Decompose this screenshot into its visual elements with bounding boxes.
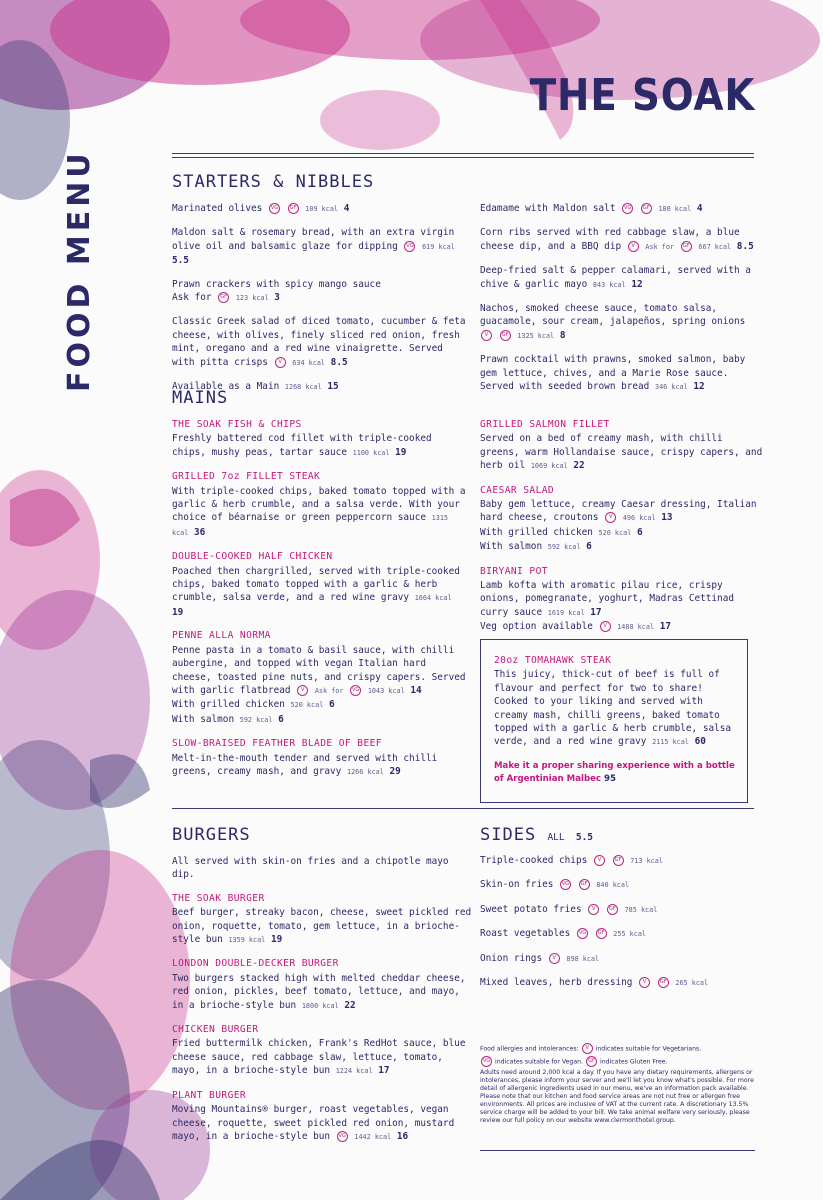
item-title: GRILLED SALMON FILLET xyxy=(480,419,610,430)
diet-gf-icon: GF xyxy=(218,292,229,303)
diet-v-icon: V xyxy=(549,953,560,964)
menu-item xyxy=(480,418,765,474)
item-title: PENNE ALLA NORMA xyxy=(172,630,271,642)
kcal-label: 713 kcal xyxy=(630,857,663,865)
extra-text: With grilled chicken xyxy=(480,526,593,538)
starters-right-column xyxy=(480,202,755,404)
diet-vg-icon: VG xyxy=(404,241,415,252)
menu-item xyxy=(172,737,467,779)
diet-v-icon: V xyxy=(639,977,650,988)
kcal-label: 1100 kcal xyxy=(352,448,390,457)
item-description: Corn ribs served with red cabbage slaw, a blue cheese dip, and a BBQ dip xyxy=(480,227,740,252)
diet-vg-icon: VG xyxy=(337,1131,348,1142)
menu-item xyxy=(172,315,467,370)
kcal-label: 520 kcal xyxy=(290,701,324,710)
vertical-title: FOOD MENU xyxy=(62,149,97,392)
price: 22 xyxy=(573,460,585,472)
item-description: Edamame with Maldon salt xyxy=(480,203,616,214)
menu-item xyxy=(172,418,467,460)
menu-item xyxy=(172,957,472,1013)
side-item xyxy=(480,976,755,990)
menu-item xyxy=(480,565,765,635)
kcal-label: 1442 kcal xyxy=(354,1132,392,1141)
ask-for-label: Ask for xyxy=(172,292,212,304)
extra-text: With grilled chicken xyxy=(172,699,285,711)
tomahawk-box xyxy=(480,639,748,803)
side-name: Roast vegetables xyxy=(480,928,571,940)
burgers-column xyxy=(172,855,472,1154)
item-text: Freshly battered cod fillet with triple-cooked chips, mushy peas, tartar sauce xyxy=(172,433,432,458)
kcal-label: 496 kcal xyxy=(622,514,656,523)
price: 36 xyxy=(194,526,206,538)
price: 15 xyxy=(327,381,339,393)
diet-vg-icon: VG xyxy=(560,879,571,890)
price: 17 xyxy=(378,1065,390,1077)
item-description: Prawn cocktail with prawns, smoked salmon, baby gem lettuce, chives, and a Marie Rose sauce. Served with seeded brown bread xyxy=(480,354,746,393)
menu-item xyxy=(480,264,755,292)
menu-item xyxy=(172,278,467,306)
price: 6 xyxy=(586,541,592,553)
item-text: Baby gem lettuce, creamy Caesar dressing, Italian hard cheese, croutons xyxy=(480,499,757,524)
item-description: Classic Greek salad of diced tomato, cucumber & feta cheese, with olives, finely sliced red onion, fresh mint, oregano and a red wine vinaigrette. Served with pitta crisps xyxy=(172,316,466,368)
brand-title: THE SOAK xyxy=(529,70,755,121)
menu-item xyxy=(480,226,755,254)
burgers-heading: BURGERS xyxy=(172,825,251,845)
kcal-label: 634 kcal xyxy=(292,358,326,367)
item-description: Maldon salt & rosemary bread, with an extra virgin olive oil and balsamic glaze for dipping xyxy=(172,227,455,252)
section-rule xyxy=(172,808,754,809)
diet-gf-icon: GF xyxy=(596,928,607,939)
mains-right-column xyxy=(480,418,765,645)
side-item xyxy=(480,952,755,966)
extra-text: With salmon xyxy=(480,541,543,553)
price: 12 xyxy=(631,278,643,290)
diet-gf-icon: GF xyxy=(641,203,652,214)
item-description xyxy=(172,1037,472,1078)
kcal-label: 1268 kcal xyxy=(284,383,322,392)
price: 22 xyxy=(344,999,356,1011)
item-description xyxy=(172,906,472,947)
item-text: Melt-in-the-mouth tender and served with chilli greens, creamy mash, and gravy xyxy=(172,752,438,777)
kcal-label: 898 kcal xyxy=(566,954,600,963)
price: 19 xyxy=(395,446,407,458)
item-title: SLOW-BRAISED FEATHER BLADE OF BEEF xyxy=(172,738,382,750)
kcal-label: 346 kcal xyxy=(654,383,688,392)
diet-gf-icon: GF xyxy=(613,855,624,866)
side-name: Mixed leaves, herb dressing xyxy=(480,977,633,989)
item-description: Marinated olives xyxy=(172,203,263,214)
menu-item xyxy=(480,353,755,394)
legal-text: Adults need around 2,000 kcal a day. If you have any dietary requirements, allergens or intolerances, please inform your server and we'll let you know what's possible. For more detail of allergenic ingredients used in our menu, we've an information pack available. Please note that our kitchen and food service areas are not nut free or allergen free environments. All prices are inclusive of VAT at the current rate. A discretionary 13.5% service charge will be added to your bill. We take animal welfare very seriously, please review our full policy on our website www.clermonthotel.group. xyxy=(480,1069,754,1124)
item-description xyxy=(480,579,765,620)
side-item xyxy=(480,878,755,892)
diet-gf-icon: GF xyxy=(658,977,669,988)
side-name: Onion rings xyxy=(480,952,543,964)
price: 29 xyxy=(389,765,401,777)
diet-gf-icon: GF xyxy=(681,241,692,252)
side-item xyxy=(480,903,755,917)
menu-item xyxy=(172,892,472,948)
price: 19 xyxy=(172,606,184,618)
item-title: PLANT BURGER xyxy=(172,1089,247,1101)
kcal-label: 840 kcal xyxy=(596,881,630,890)
item-text: Two burgers stacked high with melted cheddar cheese, red onion, pickles, beef tomato, lettuce, and mayo, in a brioche-style bun xyxy=(172,972,466,1011)
price: 8.5 xyxy=(736,240,754,252)
kcal-label: 123 kcal xyxy=(235,294,269,303)
item-description xyxy=(172,644,467,699)
item-description xyxy=(172,432,467,460)
price: 17 xyxy=(659,621,671,633)
item-extra xyxy=(172,713,467,727)
price: 6 xyxy=(328,699,335,711)
price: 14 xyxy=(410,684,422,696)
item-title: CHICKEN BURGER xyxy=(172,1024,259,1036)
price: 16 xyxy=(396,1130,409,1142)
kcal-label: 592 kcal xyxy=(239,715,273,724)
price: 5.5 xyxy=(172,255,189,267)
item-text: Fried buttermilk chicken, Frank's RedHot sauce, blue cheese sauce, red cabbage slaw, lettuce, tomato, mayo, in a brioche-style bun xyxy=(172,1038,466,1077)
price: 3 xyxy=(274,292,280,304)
diet-v-icon: V xyxy=(628,241,639,252)
diet-gf-icon: GF xyxy=(579,879,590,890)
kcal-label: 785 kcal xyxy=(624,905,658,914)
tomahawk-title: 20oz TOMAHAWK STEAK xyxy=(494,655,612,666)
kcal-label: 180 kcal xyxy=(658,205,692,213)
allergy-line-1: Food allergies and intolerances: V indicates suitable for Vegetarians. xyxy=(480,1045,702,1053)
diet-v-icon: V xyxy=(481,330,492,341)
diet-vg-icon: VG xyxy=(350,685,361,696)
burgers-intro: All served with skin-on fries and a chipotle mayo dip. xyxy=(172,856,449,881)
diet-v-icon: V xyxy=(594,855,605,866)
diet-v-icon: V xyxy=(605,512,616,523)
item-description: Nachos, smoked cheese sauce, tomato salsa, guacamole, sour cream, jalapeños, spring onions xyxy=(480,303,746,328)
ask-for-label: Ask for xyxy=(314,686,344,695)
menu-item xyxy=(172,550,467,619)
menu-item xyxy=(172,202,467,216)
item-description: Deep-fried salt & pepper calamari, served with a chive & garlic mayo xyxy=(480,265,751,290)
kcal-label: 619 kcal xyxy=(422,242,455,251)
menu-item xyxy=(480,302,755,343)
starters-left-column xyxy=(172,202,467,404)
side-item xyxy=(480,854,755,868)
item-extra xyxy=(480,620,765,634)
item-text: Served on a bed of creamy mash, with chilli greens, warm Hollandaise sauce, crispy capers, and herb oil xyxy=(480,433,763,472)
diet-vg-icon: VG xyxy=(269,203,280,214)
allergy-line-2: VG indicates suitable for Vegan. GF indicates Gluten Free. xyxy=(482,1058,668,1066)
mains-heading: MAINS xyxy=(172,388,229,408)
kcal-label: 265 kcal xyxy=(675,979,709,988)
side-name: Skin-on fries xyxy=(480,879,554,891)
item-description xyxy=(172,485,467,541)
kcal-label: 592 kcal xyxy=(547,543,581,552)
extra-text: With salmon xyxy=(172,713,235,725)
side-name: Sweet potato fries xyxy=(480,903,582,915)
kcal-label: 1800 kcal xyxy=(301,1001,339,1010)
price: 19 xyxy=(270,934,283,946)
item-title: THE SOAK FISH & CHIPS xyxy=(172,419,302,430)
side-name: Triple-cooked chips xyxy=(480,855,588,866)
price: 13 xyxy=(661,512,673,524)
item-description xyxy=(480,498,765,526)
side-item xyxy=(480,927,755,941)
ask-for-label: Ask for xyxy=(645,242,675,251)
price: 8 xyxy=(559,329,566,341)
item-description xyxy=(172,1103,472,1144)
kcal-label: 255 kcal xyxy=(613,930,647,939)
item-text: Lamb kofta with aromatic pilau rice, crispy onions, pomegranate, yoghurt, Madras Cettinad curry sauce xyxy=(480,580,734,618)
item-title: LONDON DOUBLE-DECKER BURGER xyxy=(172,958,339,970)
item-description xyxy=(172,752,467,780)
diet-v-icon: V xyxy=(600,621,611,632)
item-description xyxy=(172,972,472,1013)
menu-item xyxy=(172,1023,472,1079)
item-extra xyxy=(480,540,765,554)
kcal-label: 1664 kcal xyxy=(414,594,452,603)
sides-heading: SIDES ALL 5.5 xyxy=(480,825,594,845)
item-title: CAESAR SALAD xyxy=(480,484,555,496)
price: 6 xyxy=(636,526,643,538)
menu-item xyxy=(172,470,467,540)
tomahawk-pairing: Make it a proper sharing experience with a bottle of Argentinian Malbec 95 xyxy=(494,760,735,784)
allergen-notes xyxy=(480,1043,755,1127)
price: 17 xyxy=(590,606,602,618)
kcal-label: 1224 kcal xyxy=(335,1067,373,1076)
starters-heading: STARTERS & NIBBLES xyxy=(172,172,375,192)
item-description: Available as a Main xyxy=(172,381,280,393)
kcal-label: 843 kcal xyxy=(592,280,626,289)
price: 4 xyxy=(343,203,350,214)
kcal-label: 1619 kcal xyxy=(547,608,585,617)
item-description xyxy=(480,432,765,473)
item-text: Poached then chargrilled, served with triple-cooked chips, baked tomato topped with a garlic & herb crumble, salsa verde, and a red wine gravy xyxy=(172,565,460,604)
price: 8.5 xyxy=(330,356,348,368)
diet-v-icon: V xyxy=(588,904,599,915)
diet-gf-icon: GF xyxy=(500,330,511,341)
kcal-label: 1315 kcal xyxy=(172,514,449,537)
tomahawk-description: This juicy, thick-cut of beef is full of flavour and perfect for two to share! Cooked to your liking and served with creamy mash, chilli greens, baked tomato topped with a garlic & herb crumble, salsa verde, and a red wine gravy 2115 kcal 60 xyxy=(494,669,732,748)
item-extra xyxy=(480,526,765,540)
kcal-label: 1359 kcal xyxy=(228,936,266,945)
diet-v-icon: V xyxy=(297,685,308,696)
menu-item xyxy=(172,1089,472,1145)
diet-vg-icon: VG xyxy=(622,203,633,214)
item-description: Prawn crackers with spicy mango sauce xyxy=(172,278,381,290)
item-text: With triple-cooked chips, baked tomato topped with a garlic & herb crumble, and a salsa verde. With your choice of béarnaise or green peppercorn sauce xyxy=(172,485,466,524)
item-text: Moving Mountains® burger, roast vegetables, vegan cheese, roquette, sweet pickled red onion, mustard mayo, in a brioche-style bun xyxy=(172,1104,455,1142)
footer-rule xyxy=(480,1150,755,1151)
menu-item xyxy=(172,226,467,267)
diet-gf-icon: GF xyxy=(607,904,618,915)
kcal-label: 1266 kcal xyxy=(346,767,384,776)
price: 12 xyxy=(693,381,705,393)
item-text: Penne pasta in a tomato & basil sauce, with chilli aubergine, and topped with vegan Italian hard cheese, toasted pine nuts, and crispy capers. Served with garlic flatbread xyxy=(172,644,466,696)
header-rule-2 xyxy=(172,157,754,158)
item-extra xyxy=(172,698,467,712)
kcal-label: 1043 kcal xyxy=(367,686,405,695)
diet-vg-icon: VG xyxy=(577,928,588,939)
header-rule xyxy=(172,153,754,154)
item-title: GRILLED 7oz FILLET STEAK xyxy=(172,471,321,483)
diet-gf-icon: GF xyxy=(288,203,299,214)
sides-column xyxy=(480,854,755,1000)
menu-item xyxy=(480,484,765,555)
kcal-label: 667 kcal xyxy=(698,242,732,251)
diet-v-icon: V xyxy=(275,357,286,368)
item-text: Beef burger, streaky bacon, cheese, sweet pickled red onion, roquette, tomato, gem lettuce, in a brioche-style bun xyxy=(172,907,472,946)
price: 6 xyxy=(278,713,284,725)
kcal-label: 520 kcal xyxy=(598,528,632,537)
kcal-label: 109 kcal xyxy=(305,205,339,213)
kcal-label: 1325 kcal xyxy=(517,331,555,340)
item-description xyxy=(172,565,467,620)
price: 4 xyxy=(696,203,703,214)
kcal-label: 1488 kcal xyxy=(617,623,655,632)
item-title: THE SOAK BURGER xyxy=(172,892,265,904)
item-title: BIRYANI POT xyxy=(480,565,548,577)
extra-text: Veg option available xyxy=(480,621,593,633)
mains-left-column xyxy=(172,418,467,789)
item-title: DOUBLE-COOKED HALF CHICKEN xyxy=(172,551,333,563)
menu-item xyxy=(480,202,755,216)
kcal-label: 1069 kcal xyxy=(530,462,568,471)
menu-item xyxy=(172,629,467,727)
